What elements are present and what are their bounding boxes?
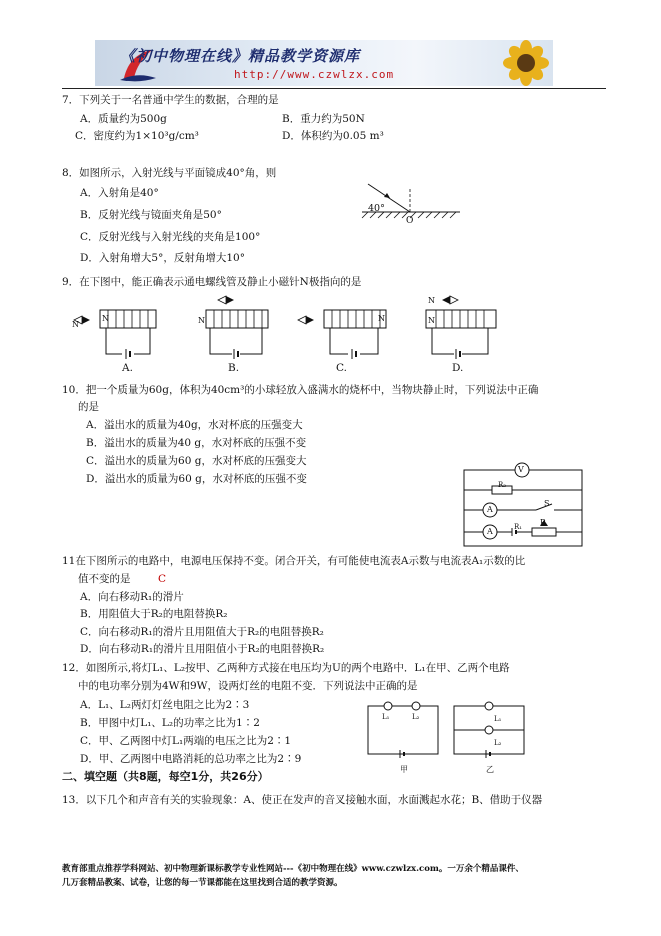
q8-option-a: A．入射角是40° bbox=[80, 187, 159, 199]
q12-fig-yi-l1: L₁ bbox=[494, 715, 502, 723]
q11-fig-a1: A bbox=[487, 527, 493, 536]
q12-fig-yi-label: 乙 bbox=[486, 765, 494, 774]
q10-option-a: A．溢出水的质量为40g，水对杯底的压强变大 bbox=[86, 419, 303, 431]
q7-option-b: B．重力约为50N bbox=[282, 113, 365, 125]
q12-fig-jia-label: 甲 bbox=[400, 765, 408, 774]
q11-fig-r1: R₁ bbox=[514, 523, 523, 531]
q9-fig-a-n-needle: N bbox=[72, 320, 79, 329]
q11-circuit-figure bbox=[462, 460, 586, 550]
q12-option-c: C．甲、乙两图中灯L₁两端的电压之比为2∶1 bbox=[80, 735, 292, 747]
q9-fig-d-n-coil: N bbox=[428, 316, 435, 325]
q11-fig-s: S bbox=[544, 499, 550, 508]
q12-stem-cont: 中的电功率分别为4W和9W，设两灯丝的电阻不变．下列说法中正确的是 bbox=[78, 680, 418, 692]
banner-title: 《初中物理在线》精品教学资源库 bbox=[120, 47, 361, 65]
q12-option-d: D．甲、乙两图中电路消耗的总功率之比为2∶9 bbox=[80, 753, 302, 765]
q11-option-d: D．向右移动R₁的滑片且用阻值小于R₂的电阻替换R₂ bbox=[80, 643, 325, 655]
q11-fig-v: V bbox=[518, 465, 524, 474]
footer-line-2: 几万套精品教案、试卷，让您的每一节课都能在这里找到合适的教学资源。 bbox=[62, 878, 343, 888]
q7-stem: 7．下列关于一名普通中学生的数据，合理的是 bbox=[62, 94, 279, 106]
section-fill-in-title: 二、填空题（共8题，每空1分，共26分） bbox=[62, 770, 269, 783]
q12-option-b: B．甲图中灯L₁、L₂的功率之比为1∶2 bbox=[80, 717, 260, 729]
q11-stem: 11在下图所示的电路中，电源电压保持不变。闭合开关，有可能使电流表A示数与电流表A₁示数的比 bbox=[62, 555, 526, 567]
q11-answer: C bbox=[158, 573, 167, 585]
solenoid-figure-b bbox=[196, 294, 286, 360]
q11-stem-cont: 值不变的是 bbox=[78, 573, 131, 585]
q12-circuit-jia bbox=[366, 700, 442, 760]
q8-option-b: B．反射光线与镜面夹角是50° bbox=[80, 209, 222, 221]
q11-option-b: B．用阻值大于R₂的电阻替换R₂ bbox=[80, 608, 228, 620]
q9-label-a: A. bbox=[122, 362, 133, 374]
q7-option-d: D．体积约为0.05 m³ bbox=[282, 130, 384, 142]
q9-label-d: D. bbox=[452, 362, 464, 374]
q11-fig-a: A bbox=[487, 505, 493, 514]
q9-label-b: B. bbox=[228, 362, 240, 374]
q9-fig-c-n-coil: N bbox=[378, 314, 385, 323]
q12-option-a: A．L₁、L₂两灯灯丝电阻之比为2∶3 bbox=[80, 699, 250, 711]
q9-label-c: C. bbox=[336, 362, 347, 374]
q7-option-c: C．密度约为1×10³g/cm³ bbox=[75, 130, 199, 142]
q12-circuit-yi bbox=[452, 700, 528, 760]
q12-fig-jia-l2: L₂ bbox=[412, 713, 420, 721]
q7-option-a: A．质量约为500g bbox=[80, 113, 167, 125]
footer-line-1: 教育部重点推荐学科网站、初中物理新课标教学专业性网站---《初中物理在线》www.czwlzx.com。一万余个精品课件、 bbox=[62, 864, 524, 874]
q8-fig-o: O bbox=[406, 216, 414, 226]
q11-option-a: A．向右移动R₁的滑片 bbox=[80, 591, 184, 603]
q10-option-d: D．溢出水的质量为60 g，水对杯底的压强不变 bbox=[86, 473, 307, 485]
q9-fig-a-n-coil: N bbox=[102, 314, 109, 323]
q8-option-c: C．反射光线与入射光线的夹角是100° bbox=[80, 231, 261, 243]
q11-fig-r2: R₂ bbox=[498, 481, 507, 489]
q11-option-c: C．向右移动R₁的滑片且用阻值大于R₂的电阻替换R₂ bbox=[80, 626, 324, 638]
q10-option-c: C．溢出水的质量为60 g，水对杯底的压强变大 bbox=[86, 455, 307, 467]
q9-stem: 9．在下图中，能正确表示通电螺线管及静止小磁针N极指向的是 bbox=[62, 276, 362, 288]
q8-fig-angle: 40° bbox=[368, 203, 385, 214]
q11-fig-p: P bbox=[540, 518, 546, 527]
q12-fig-yi-l2: L₂ bbox=[494, 739, 502, 747]
solenoid-figure-a bbox=[72, 296, 182, 360]
sunflower-icon bbox=[500, 41, 552, 85]
q9-fig-d-n-needle: N bbox=[428, 296, 435, 305]
q8-option-d: D．入射角增大5°，反射角增大10° bbox=[80, 252, 245, 264]
solenoid-figure-c bbox=[294, 296, 404, 360]
q10-stem-cont: 的是 bbox=[78, 401, 99, 413]
q10-option-b: B．溢出水的质量为40 g，水对杯底的压强不变 bbox=[86, 437, 307, 449]
q12-fig-jia-l1: L₁ bbox=[382, 713, 390, 721]
q13-stem: 13．以下几个和声音有关的实验现象：A、使正在发声的音叉接触水面，水面溅起水花；B、借助于仪器 bbox=[62, 794, 543, 806]
banner-url[interactable]: http://www.czwlzx.com bbox=[234, 68, 395, 81]
q9-fig-b-n-coil: N bbox=[198, 316, 205, 325]
header-rule bbox=[62, 88, 606, 89]
q8-stem: 8．如图所示，入射光线与平面镜成40°角，则 bbox=[62, 167, 277, 179]
q10-stem: 10．把一个质量为60g，体积为40cm³的小球轻放入盛满水的烧杯中，当物块静止时，下列说法中正确 bbox=[62, 384, 539, 396]
q12-stem: 12．如图所示,将灯L₁、L₂按甲、乙两种方式接在电压均为U的两个电路中．L₁在甲、乙两个电路 bbox=[62, 662, 510, 674]
